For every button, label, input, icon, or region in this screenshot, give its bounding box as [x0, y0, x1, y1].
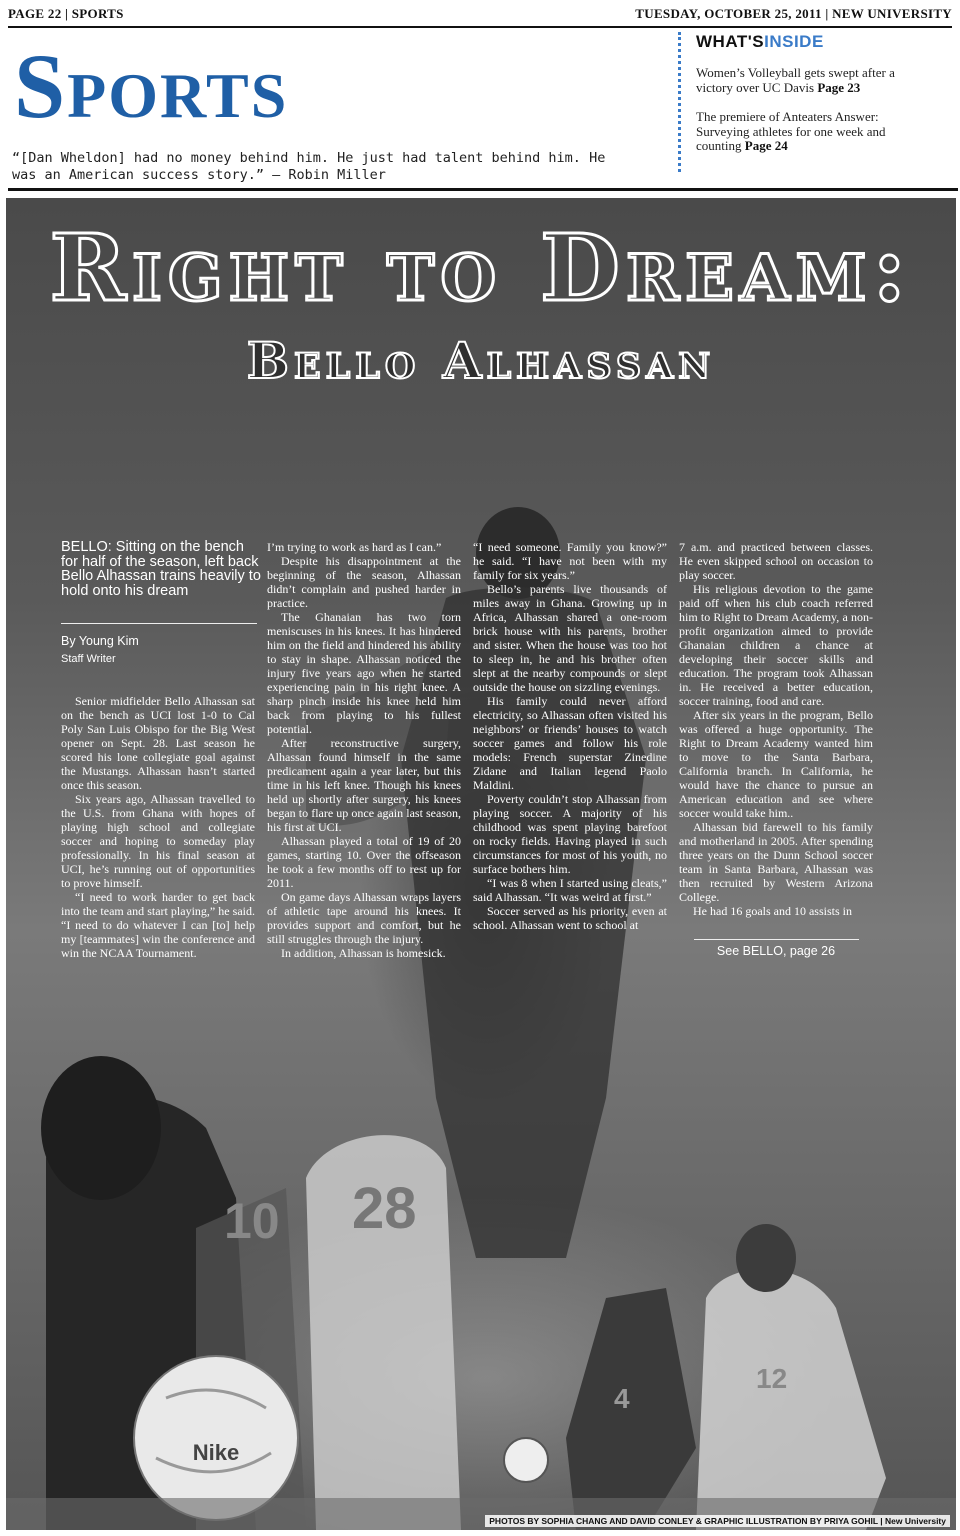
story-deck: BELLO: Sitting on the bench for half of the season, left back Bello Alhassan trains heavily to hold onto his dream: [61, 539, 261, 599]
paragraph: After reconstructive surgery, Alhassan found himself in the same predicament again a year later, but this time in his left knee. Though his knees held up shortly after surgery, his knees began to flare up once again last season, his first at UCI.: [267, 736, 461, 834]
paragraph: His family could never afford electricity, so Alhassan often visited his neighbors’ or friends’ houses to watch soccer games and follow his role models: French superstar Zinedine Zidane and Italian legend Paolo Maldini.: [473, 694, 667, 792]
paragraph: “I need someone. Family you know?” he said. “I have not been with my family for six years.”: [473, 540, 667, 582]
page-header-bar: [8, 6, 952, 28]
soccer-ball-small: [504, 1438, 548, 1482]
jersey-number: 12: [756, 1363, 788, 1394]
paragraph: The Ghanaian has two torn meniscuses in his knees. It has hindered him on the field and hindered his ability to stay in shape. Alhassan noticed the injury five years ago when he started experiencing pain in his right knee. A sharp pinch inside his knee held him back from playing to his fullest potential.: [267, 610, 461, 736]
page-label: PAGE 22 | SPORTS: [8, 6, 124, 21]
feature-headline: Right to Dream:: [49, 214, 913, 322]
dotted-divider: [678, 32, 681, 172]
paragraph: “I need to work harder to get back into the team and start playing,” he said. “I need to do whatever I can [to] help my [teammates] win the conference and win the NCAA Tournament.: [61, 890, 255, 960]
paragraph: Soccer served as his priority, even at school. Alhassan went to school at: [473, 904, 667, 932]
paragraph: After six years in the program, Bello was offered a huge opportunity. The Right to Dream Academy wanted him to move to the Santa Barbara, California branch. In California, he would have the chance to pursue an American education and see where soccer would take him..: [679, 708, 873, 820]
soccer-ball-large: [134, 1356, 298, 1520]
paragraph: “I was 8 when I started using cleats,” said Alhassan. “It was weird at first.”: [473, 876, 667, 904]
feature-panel: [6, 198, 956, 1530]
story-column-1: [61, 694, 255, 960]
ball-brand-text: Nike: [192, 1440, 240, 1465]
paragraph: Bello’s parents live thousands of miles away in Ghana. Growing up in Africa, Alhassan shared a one-room brick house with his parents, brother and sister. When the house was too hot to sleep in, he and his brother often slept at the nearby compounds or slept outside the house on sizzling evenings.: [473, 582, 667, 694]
paragraph: He had 16 goals and 10 assists in: [693, 904, 852, 918]
byline-title: Staff Writer: [61, 653, 116, 665]
paragraph: His religious devotion to the game paid off when his club coach referred him to Right to Dream Academy, a non-profit organization aimed to provide Ghanaian children a chance at developing their soccer skills and education. The program took Alhassan in. He received a better education, soccer training, food and care.: [679, 582, 873, 708]
jump-rule: [694, 939, 859, 940]
section-title: Sports: [14, 35, 289, 137]
player-jersey-4: [566, 1288, 696, 1530]
jersey-number: 4: [614, 1383, 630, 1414]
story-column-3: [473, 540, 667, 932]
paragraph: Alhassan played a total of 19 of 20 games, starting 10. Over the offseason he took a few months off to rest up for 2011.: [267, 834, 461, 890]
feature-subhead: Bello Alhassan: [246, 331, 716, 390]
byline: By Young Kim: [61, 634, 139, 648]
paragraph: Six years ago, Alhassan travelled to the U.S. from Ghana with hopes of playing high school and collegiate soccer and hoping to someday play professionally. In his final season at UCI, he’s running out of opportunities to prove himself.: [61, 792, 255, 890]
whats-inside-item-anteaters-answer: The premiere of Anteaters Answer: Surveying athletes for one week and counting Page 24: [696, 109, 886, 153]
paragraph: On game days Alhassan wraps layers of athletic tape around his knees. It provides support and comfort, but he still struggles through the injury.: [267, 890, 461, 946]
player-jersey-12: [696, 1269, 886, 1530]
photo-credit: PHOTOS BY SOPHIA CHANG AND DAVID CONLEY & GRAPHIC ILLUSTRATION BY PRIYA GOHIL | New University: [485, 1515, 950, 1527]
header-rule: [8, 188, 958, 191]
jersey-number: 10: [224, 1193, 280, 1249]
paragraph: Senior midfielder Bello Alhassan sat on the bench as UCI lost 1-0 to Cal Poly San Luis Obispo for the Big West opener on Sept. 28. Last season he scored his lone collegiate goal against the Mustangs. Alhassan hasn’t started once this season.: [61, 694, 255, 792]
player-right-head: [736, 1224, 796, 1292]
player-left-head: [41, 1056, 161, 1200]
page-ref: Page 24: [744, 138, 788, 153]
jersey-number: 28: [352, 1176, 417, 1241]
paragraph: Despite his disappointment at the beginning of the season, Alhassan didn’t complain and pushed harder in practice.: [267, 554, 461, 610]
paragraph: 7 a.m. and practiced between classes. He even skipped school on occasion to play soccer.: [679, 540, 873, 582]
jump-line: See BELLO, page 26: [716, 944, 836, 958]
deck-rule: [61, 623, 257, 624]
whats-inside-item-volleyball: Women’s Volleyball gets swept after a victory over UC Davis Page 23: [696, 65, 895, 95]
paragraph: Alhassan bid farewell to his family and motherland in 2005. After spending three years on the Dunn School soccer team in Santa Barbara, Alhassan was then recruited by Western Arizona College.: [679, 820, 873, 904]
paragraph: Poverty couldn’t stop Alhassan from playing soccer. A majority of his childhood was spent playing barefoot on rocky fields. Having played in such circumstances for most of his youth, no surface bothers him.: [473, 792, 667, 876]
whats-inside-heading: WHAT'SINSIDE: [696, 32, 824, 51]
paragraph: I’m trying to work as hard as I can.”: [267, 540, 442, 554]
story-column-4: [679, 540, 873, 918]
page-ref: Page 23: [817, 79, 861, 95]
story-column-2: [267, 540, 461, 960]
pull-quote: “[Dan Wheldon] had no money behind him. He just had talent behind him. He was an American success story.” — Robin Miller: [12, 150, 606, 183]
date-line: TUESDAY, OCTOBER 25, 2011 | NEW UNIVERSITY: [635, 6, 952, 21]
paragraph: In addition, Alhassan is homesick.: [281, 946, 446, 960]
